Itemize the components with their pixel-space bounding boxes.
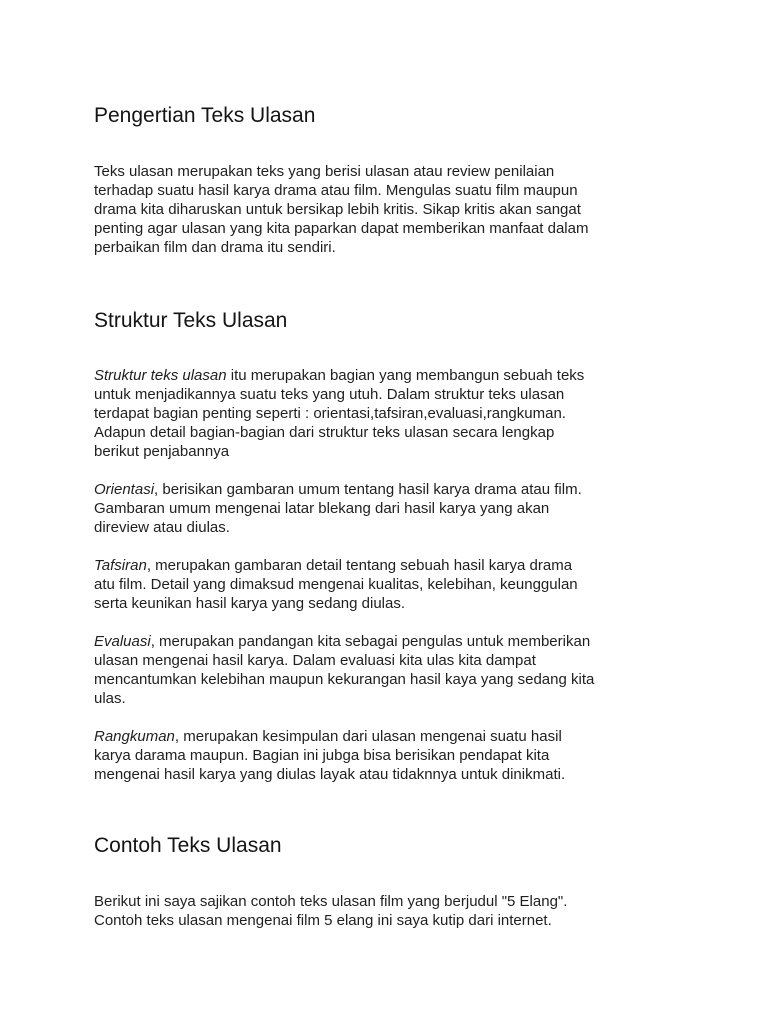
heading-contoh: Contoh Teks Ulasan [94, 834, 282, 857]
paragraph-contoh: Berikut ini saya sajikan contoh teks ulasan film yang berjudul "5 Elang". Contoh teks ulasan mengenai film 5 elang ini saya kutip dari internet. [94, 893, 568, 929]
term-orientasi: Orientasi [94, 481, 155, 498]
heading-struktur: Struktur Teks Ulasan [94, 309, 288, 332]
paragraph-tafsiran: Tafsiran, merupakan gambaran detail tentang sebuah hasil karya drama atu film. Detail yang dimaksud mengenai kualitas, kelebihan, keunggulan serta keunikan hasil karya yang sedang diulas. [94, 557, 578, 612]
term-tafsiran: Tafsiran [94, 557, 147, 574]
paragraph-evaluasi: Evaluasi, merupakan pandangan kita sebagai pengulas untuk memberikan ulasan mengenai hasil karya. Dalam evaluasi kita ulas kita dampat mencantumkan kelebihan maupun kekurangan hasil kaya yang sedang kita ulas. [94, 633, 595, 707]
paragraph-pengertian: Teks ulasan merupakan teks yang berisi ulasan atau review penilaian terhadap suatu hasil karya drama atau film. Mengulas suatu film maupun drama kita diharuskan untuk bersikap lebih kritis. Sikap kritis akan sangat penting agar ulasan yang kita paparkan dapat memberikan manfaat dalam perbaikan film dan drama itu sendiri. [94, 163, 589, 256]
term-evaluasi: Evaluasi [94, 633, 151, 650]
paragraph-orientasi: Orientasi, berisikan gambaran umum tentang hasil karya drama atau film. Gambaran umum mengenai latar blekang dari hasil karya yang akan direview atau diulas. [94, 481, 582, 536]
heading-pengertian: Pengertian Teks Ulasan [94, 104, 316, 127]
paragraph-struktur-intro: Struktur teks ulasan itu merupakan bagian yang membangun sebuah teks untuk menjadikannya suatu teks yang utuh. Dalam struktur teks ulasan terdapat bagian penting seperti : orientasi,tafsiran,evaluasi,rangkuman. Adapun detail bagian-bagian dari struktur teks ulasan secara lengkap berikut penjabannya [94, 367, 585, 460]
term-rangkuman: Rangkuman [94, 728, 175, 745]
term-struktur-teks-ulasan: Struktur teks ulasan [94, 367, 227, 384]
paragraph-rangkuman: Rangkuman, merupakan kesimpulan dari ulasan mengenai suatu hasil karya darama maupun. Bagian ini jubga bisa berisikan pendapat kita mengenai hasil karya yang diulas layak atau tidaknnya untuk dinikmati. [94, 728, 566, 783]
